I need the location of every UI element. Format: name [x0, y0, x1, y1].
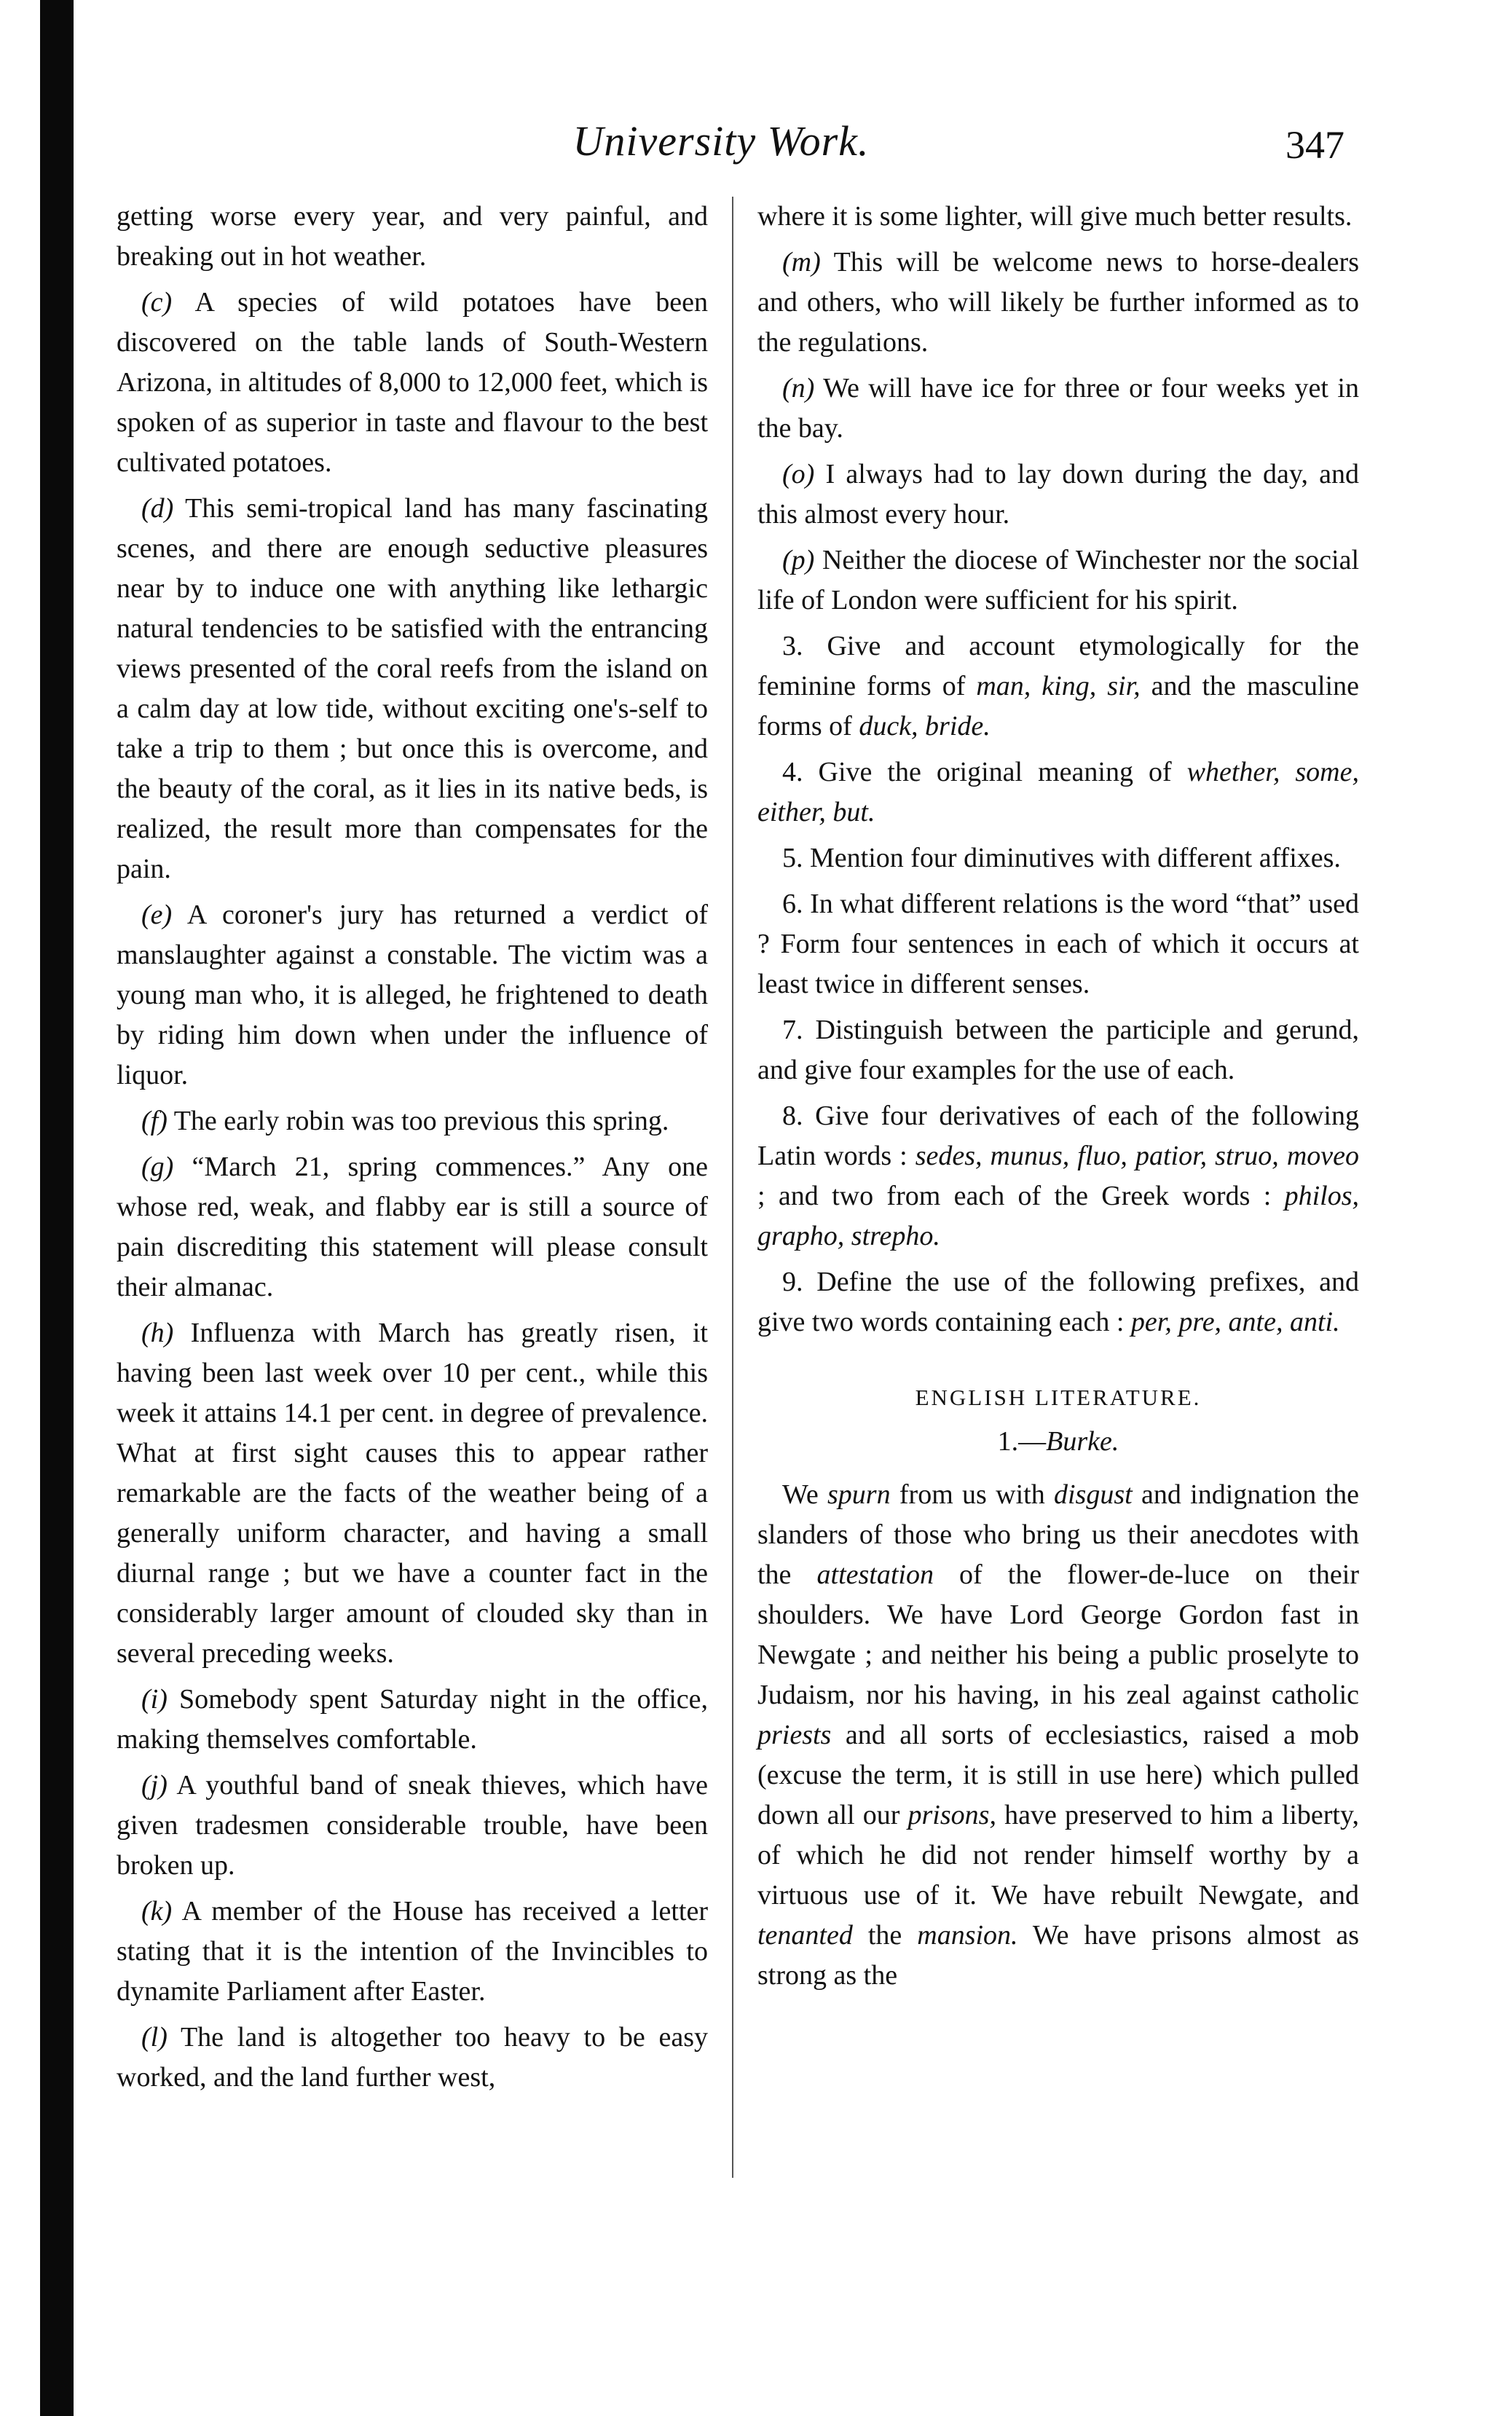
- news-item-l: [117, 2018, 708, 2098]
- question-8: [757, 1096, 1359, 1256]
- question-4: [757, 752, 1359, 833]
- passage-italic: spurn: [827, 1479, 891, 1510]
- paragraph-text: where it is some lighter, will give much better results.: [757, 201, 1352, 232]
- item-text: We will have ice for three or four weeks yet in the bay.: [757, 373, 1359, 444]
- passage-text: from us with: [890, 1479, 1054, 1510]
- question-text: 3. Give and account etymologically for the feminine forms of: [757, 631, 1359, 701]
- paragraph-continued: [757, 197, 1359, 237]
- item-text: Influenza with March has greatly risen, it having been last week over 10 per cent., while this week it attains 14.1 per cent. in degree of prevalence. What at first sight causes this to appear rather remarkable are the facts of the weather being of a generally uniform character, and having a small diurnal range ; but we have a counter fact in the considerably larger amount of clouded sky than in several preceding weeks.: [117, 1318, 708, 1669]
- news-item-k: [117, 1892, 708, 2012]
- passage-italic: disgust: [1054, 1479, 1133, 1510]
- paragraph-continued: [117, 197, 708, 277]
- question-7: [757, 1010, 1359, 1090]
- question-text: and the masculine forms of: [757, 671, 1359, 741]
- binding-edge: [40, 0, 74, 2416]
- passage-text: We have prisons almost as strong as the: [757, 1920, 1359, 1991]
- passage-text: have preserved to him a liberty, of which he did not render himself worthy by a virtuous use of it. We have rebuilt Newgate, and: [757, 1800, 1359, 1911]
- burke-passage: [757, 1475, 1359, 1996]
- passage-italic: attestation: [816, 1559, 934, 1590]
- item-marker: (d): [141, 493, 174, 524]
- news-item-h: [117, 1313, 708, 1674]
- question-text: 9. Define the use of the following prefixes, and give two words containing each :: [757, 1267, 1359, 1337]
- item-marker: (o): [782, 459, 815, 489]
- item-marker: (l): [141, 2022, 168, 2053]
- running-header-title: University Work.: [572, 117, 870, 165]
- item-marker: (n): [782, 373, 815, 404]
- question-3: [757, 626, 1359, 747]
- subheading-number: 1.—: [997, 1426, 1047, 1457]
- news-item-c: [117, 283, 708, 483]
- item-text: This semi-tropical land has many fascinating scenes, and there are enough seductive pleasures near by to induce one with anything like lethargic natural tendencies to be satisfied with the entrancing views presented of the coral reefs from the island on a calm day at low tide, without exciting one's-self to take a trip to them ; but once this is overcome, and the beauty of the coral, as it lies in its native beds, is realized, the result more than compensates for the pain.: [117, 493, 708, 884]
- question-text: 7. Distinguish between the participle and gerund, and give four examples for the use of each.: [757, 1015, 1359, 1085]
- news-item-g: [117, 1147, 708, 1307]
- question-italic: philos, grapho, strepho.: [757, 1181, 1359, 1251]
- passage-text: of the flower-de-luce on their shoulders. We have Lord George Gordon fast in Newgate ; and neither his being a public proselyte to Judaism, nor his having, in his zeal against catholic: [757, 1559, 1359, 1710]
- passage-italic: prisons,: [907, 1800, 996, 1830]
- section-subheading: [757, 1425, 1359, 1457]
- news-item-o: [757, 455, 1359, 535]
- passage-text: the: [852, 1920, 918, 1951]
- subheading-name: Burke.: [1046, 1426, 1119, 1457]
- item-text: A species of wild potatoes have been discovered on the table lands of South-Western Arizona, in altitudes of 8,000 to 12,000 feet, which is spoken of as superior in taste and flavour to the best cultivated potatoes.: [117, 287, 708, 478]
- news-item-i: [117, 1680, 708, 1760]
- item-text: Neither the diocese of Winchester nor the social life of London were sufficient for his spirit.: [757, 545, 1360, 615]
- question-text: ; and two from each of the Greek words :: [757, 1181, 1285, 1211]
- question-text: 4. Give the original meaning of: [782, 757, 1187, 787]
- question-italic: man, king, sir,: [976, 671, 1141, 701]
- question-text: 5. Mention four diminutives with different affixes.: [782, 843, 1341, 873]
- news-item-n: [757, 369, 1359, 449]
- passage-text: and all sorts of ecclesiastics, raised a mob (excuse the term, it is still in use here) which pulled down all our: [757, 1720, 1359, 1830]
- passage-italic: mansion.: [917, 1920, 1018, 1951]
- item-text: Somebody spent Saturday night in the office, making themselves comfortable.: [117, 1684, 708, 1755]
- question-5: [757, 838, 1359, 878]
- news-item-j: [117, 1766, 708, 1886]
- question-text: 8. Give four derivatives of each of the following Latin words :: [757, 1101, 1359, 1171]
- right-column: [757, 197, 1359, 2002]
- passage-text: We: [782, 1479, 827, 1510]
- passage-text: and indignation the slanders of those who bring us their anecdotes with the: [757, 1479, 1359, 1590]
- item-text: This will be welcome news to horse-dealers and others, who will likely be further informed as to the regulations.: [757, 247, 1359, 358]
- news-item-m: [757, 243, 1359, 363]
- item-text: A youthful band of sneak thieves, which have given tradesmen considerable trouble, have been broken up.: [117, 1770, 709, 1881]
- question-italic: whether, some, either, but.: [757, 757, 1359, 827]
- item-marker: (c): [141, 287, 173, 318]
- item-text: The land is altogether too heavy to be easy worked, and the land further west,: [117, 2022, 708, 2093]
- question-9: [757, 1262, 1359, 1342]
- question-6: [757, 884, 1359, 1004]
- column-divider: [732, 197, 733, 2178]
- item-marker: (g): [141, 1152, 174, 1182]
- news-item-p: [757, 540, 1359, 621]
- passage-italic: priests: [757, 1720, 832, 1750]
- news-item-f: [117, 1101, 708, 1141]
- item-marker: (p): [782, 545, 815, 575]
- item-text: A coroner's jury has returned a verdict of manslaughter against a constable. The victim was a young man who, it is alleged, he frightened to death by riding him down when under the influence of liquor.: [117, 900, 708, 1090]
- item-text: The early robin was too previous this spring.: [173, 1106, 669, 1136]
- item-marker: (j): [141, 1770, 168, 1801]
- page-number: 347: [1285, 123, 1344, 167]
- news-item-d: [117, 489, 708, 889]
- item-text: I always had to lay down during the day, and this almost every hour.: [757, 459, 1359, 530]
- left-column: [117, 197, 708, 2104]
- news-item-e: [117, 895, 708, 1095]
- question-text: 6. In what different relations is the word “that” used ? Form four sentences in each of which it occurs at least twice in different senses.: [757, 889, 1359, 999]
- item-marker: (e): [141, 900, 173, 930]
- question-italic: sedes, munus, fluo, patior, struo, moveo: [915, 1141, 1359, 1171]
- item-marker: (m): [782, 247, 821, 278]
- paragraph-text: getting worse every year, and very painful, and breaking out in hot weather.: [117, 201, 708, 272]
- item-marker: (i): [141, 1684, 168, 1715]
- item-text: A member of the House has received a letter stating that it is the intention of the Invincibles to dynamite Parliament after Easter.: [117, 1896, 709, 2007]
- item-marker: (f): [141, 1106, 168, 1136]
- question-italic: duck, bride.: [859, 711, 991, 741]
- item-marker: (h): [141, 1318, 174, 1348]
- section-heading: ENGLISH LITERATURE.: [915, 1385, 1202, 1410]
- item-text: “March 21, spring commences.” Any one whose red, weak, and flabby ear is still a source of pain discrediting this statement will please consult their almanac.: [117, 1152, 708, 1302]
- question-italic: per, pre, ante, anti.: [1130, 1307, 1340, 1337]
- passage-italic: tenanted: [757, 1920, 853, 1951]
- item-marker: (k): [141, 1896, 173, 1927]
